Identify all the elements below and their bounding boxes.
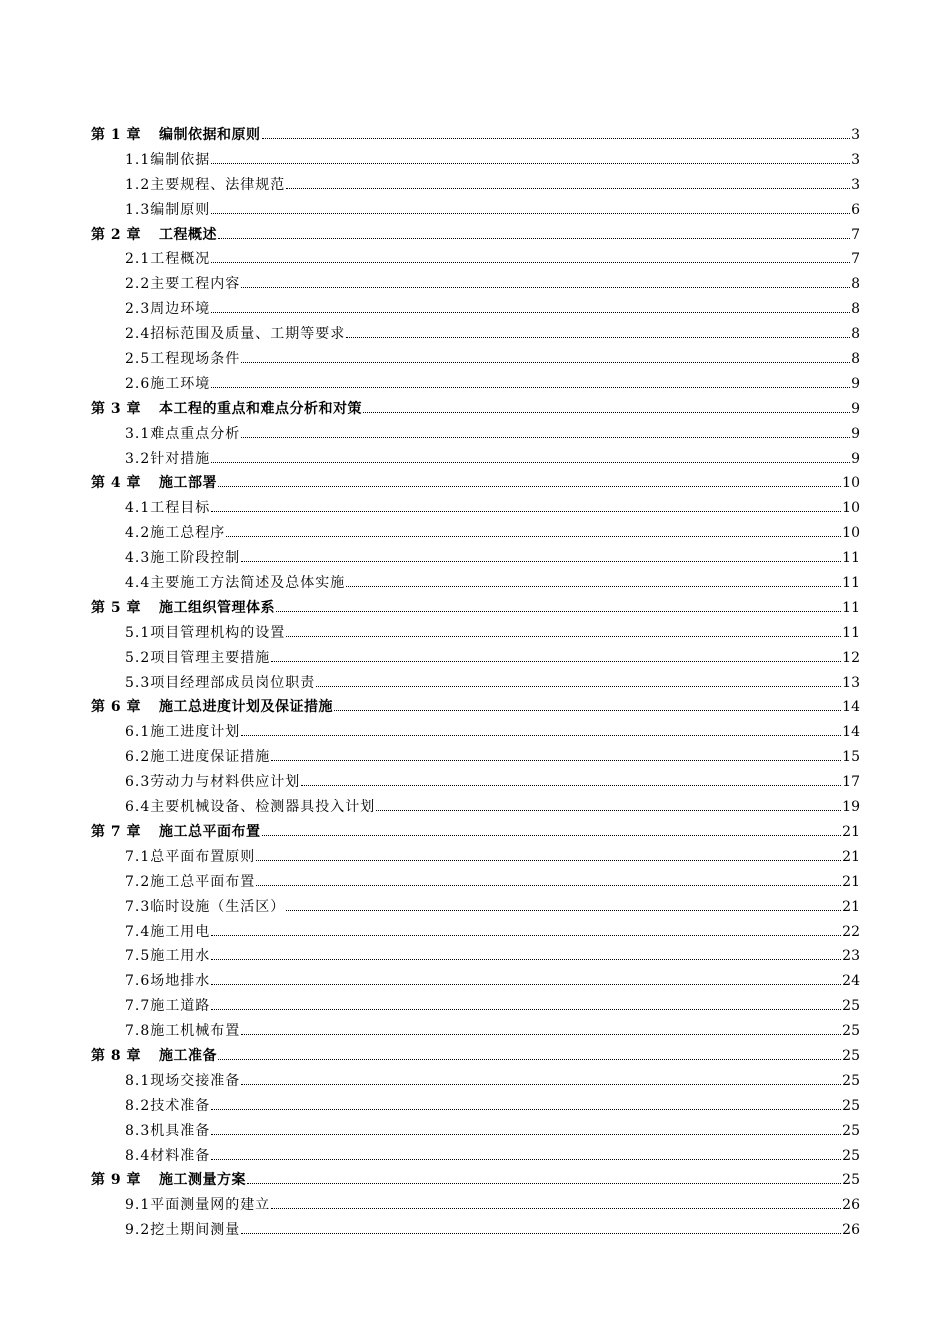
toc-section-entry[interactable] <box>91 796 860 821</box>
toc-entry-label <box>125 298 210 318</box>
toc-entry-number: 1.2 <box>125 176 151 193</box>
toc-entry-title: 主要工程内容 <box>150 276 241 293</box>
toc-section-entry[interactable] <box>91 323 860 348</box>
dot-leader <box>211 213 850 214</box>
toc-section-entry[interactable] <box>91 572 860 597</box>
dot-leader <box>241 1084 841 1085</box>
toc-section-entry[interactable] <box>91 1194 860 1219</box>
toc-section-entry[interactable] <box>91 622 860 647</box>
dot-leader <box>241 1233 841 1234</box>
toc-entry-title: 工程概况 <box>150 251 211 268</box>
dot-leader <box>211 1159 841 1160</box>
toc-page-number: 10 <box>842 475 860 492</box>
toc-entry-number: 第 3 章 <box>91 400 141 417</box>
toc-entry-label <box>91 821 261 841</box>
toc-chapter-entry[interactable] <box>91 224 860 249</box>
toc-page-number: 9 <box>851 425 860 442</box>
toc-chapter-entry[interactable] <box>91 1045 860 1070</box>
dot-leader <box>262 138 851 139</box>
toc-entry-label <box>91 224 217 244</box>
toc-page-number: 23 <box>842 948 860 965</box>
toc-entry-label <box>125 921 210 941</box>
toc-section-entry[interactable] <box>91 248 860 273</box>
dot-leader <box>241 1034 841 1035</box>
toc-section-entry[interactable] <box>91 746 860 771</box>
toc-entry-number: 2.5 <box>125 351 151 368</box>
toc-entry-title: 施工总平面布置 <box>159 823 261 840</box>
toc-entry-title: 机具准备 <box>150 1122 211 1139</box>
toc-page-number: 7 <box>851 226 860 243</box>
dot-leader <box>241 362 850 363</box>
toc-entry-number: 第 6 章 <box>91 699 141 716</box>
toc-entry-label <box>125 174 285 194</box>
toc-chapter-entry[interactable] <box>91 597 860 622</box>
toc-entry-title: 现场交接准备 <box>150 1072 241 1089</box>
dot-leader <box>271 760 841 761</box>
toc-entry-number: 9.2 <box>125 1222 151 1239</box>
toc-entry-label <box>125 497 210 517</box>
toc-section-entry[interactable] <box>91 199 860 224</box>
toc-section-entry[interactable] <box>91 771 860 796</box>
toc-entry-label <box>125 1020 240 1040</box>
toc-page-number: 25 <box>842 1072 860 1089</box>
dot-leader <box>241 437 850 438</box>
toc-entry-label <box>125 846 255 866</box>
toc-section-entry[interactable] <box>91 672 860 697</box>
dot-leader <box>334 710 841 711</box>
toc-page-number: 14 <box>842 724 860 741</box>
toc-section-entry[interactable] <box>91 1095 860 1120</box>
toc-chapter-entry[interactable] <box>91 398 860 423</box>
dot-leader <box>346 337 850 338</box>
dot-leader <box>241 561 841 562</box>
toc-entry-title: 施工进度保证措施 <box>150 749 271 766</box>
toc-entry-number: 第 4 章 <box>91 475 141 492</box>
toc-entry-number: 第 7 章 <box>91 823 141 840</box>
toc-entry-number: 7.4 <box>125 923 151 940</box>
toc-entry-title: 施工进度计划 <box>150 724 241 741</box>
toc-entry-label <box>125 522 225 542</box>
toc-page-number: 3 <box>851 151 860 168</box>
toc-entry-number: 7.5 <box>125 948 151 965</box>
toc-entry-number: 第 9 章 <box>91 1172 141 1189</box>
toc-entry-label <box>125 448 210 468</box>
toc-entry-title: 编制原则 <box>150 201 211 218</box>
dot-leader <box>211 1134 841 1135</box>
toc-page-number: 6 <box>851 201 860 218</box>
toc-section-entry[interactable] <box>91 1219 860 1244</box>
toc-section-entry[interactable] <box>91 995 860 1020</box>
dot-leader <box>211 1109 841 1110</box>
toc-page-number: 25 <box>842 1097 860 1114</box>
toc-page-number: 8 <box>851 351 860 368</box>
toc-entry-title: 材料准备 <box>150 1147 211 1164</box>
toc-entry-label <box>91 124 261 144</box>
toc-entry-label <box>125 248 210 268</box>
toc-page-number: 12 <box>842 649 860 666</box>
toc-entry-title: 工程现场条件 <box>150 351 241 368</box>
dot-leader <box>346 586 841 587</box>
toc-entry-title: 挖土期间测量 <box>150 1222 241 1239</box>
toc-entry-label <box>125 323 345 343</box>
toc-entry-title: 施工测量方案 <box>159 1172 246 1189</box>
toc-entry-title: 本工程的重点和难点分析和对策 <box>159 400 362 417</box>
toc-page-number: 25 <box>842 998 860 1015</box>
toc-entry-number: 6.2 <box>125 749 151 766</box>
toc-section-entry[interactable] <box>91 348 860 373</box>
toc-entry-number: 1.3 <box>125 201 151 218</box>
toc-entry-title: 施工机械布置 <box>150 1023 241 1040</box>
toc-entry-title: 编制依据和原则 <box>159 127 261 143</box>
toc-entry-title: 施工准备 <box>159 1047 217 1064</box>
toc-entry-title: 施工总程序 <box>150 525 226 542</box>
toc-entry-title: 主要施工方法简述及总体实施 <box>150 575 346 592</box>
toc-entry-title: 技术准备 <box>150 1097 211 1114</box>
toc-entry-title: 施工环境 <box>150 375 211 392</box>
toc-entry-number: 9.1 <box>125 1197 151 1214</box>
toc-entry-number: 8.3 <box>125 1122 151 1139</box>
toc-entry-label <box>125 1070 240 1090</box>
toc-section-entry[interactable] <box>91 1120 860 1145</box>
toc-section-entry[interactable] <box>91 522 860 547</box>
toc-chapter-entry[interactable] <box>91 821 860 846</box>
toc-page-number: 25 <box>842 1122 860 1139</box>
toc-page-number: 21 <box>842 823 860 840</box>
toc-section-entry[interactable] <box>91 871 860 896</box>
toc-page-number: 25 <box>842 1172 860 1189</box>
toc-entry-number: 7.3 <box>125 898 151 915</box>
toc-entry-label <box>91 398 362 418</box>
dot-leader <box>211 262 850 263</box>
toc-chapter-entry[interactable] <box>91 472 860 497</box>
toc-entry-number: 8.1 <box>125 1072 151 1089</box>
toc-entry-number: 3.1 <box>125 425 151 442</box>
toc-entry-label <box>125 622 285 642</box>
toc-entry-title: 施工总平面布置 <box>150 873 256 890</box>
toc-section-entry[interactable] <box>91 298 860 323</box>
toc-page-number: 15 <box>842 749 860 766</box>
dot-leader <box>211 312 850 313</box>
dot-leader <box>218 1059 841 1060</box>
toc-entry-label <box>125 1219 240 1239</box>
toc-entry-title: 项目管理机构的设置 <box>150 624 286 641</box>
dot-leader <box>211 935 841 936</box>
toc-entry-title: 主要规程、法律规范 <box>150 176 286 193</box>
dot-leader <box>211 511 841 512</box>
toc-entry-label <box>125 647 270 667</box>
toc-entry-number: 第 5 章 <box>91 599 141 616</box>
toc-entry-label <box>91 597 275 617</box>
toc-entry-number: 5.3 <box>125 674 151 691</box>
toc-entry-number: 2.6 <box>125 375 151 392</box>
dot-leader <box>262 835 842 836</box>
toc-entry-number: 5.2 <box>125 649 151 666</box>
toc-entry-label <box>125 423 240 443</box>
toc-entry-number: 6.3 <box>125 774 151 791</box>
dot-leader <box>376 810 841 811</box>
toc-entry-label <box>125 970 210 990</box>
toc-page-number: 3 <box>851 127 860 143</box>
toc-entry-number: 2.1 <box>125 251 151 268</box>
toc-page-number: 3 <box>851 176 860 193</box>
toc-entry-label <box>125 1194 270 1214</box>
dot-leader <box>286 636 841 637</box>
toc-entry-title: 主要机械设备、检测器具投入计划 <box>150 799 376 816</box>
toc-entry-title: 劳动力与材料供应计划 <box>150 774 301 791</box>
toc-entry-number: 3.2 <box>125 450 151 467</box>
toc-page-number: 25 <box>842 1047 860 1064</box>
toc-page-number: 13 <box>842 674 860 691</box>
toc-entry-title: 工程目标 <box>150 500 211 517</box>
toc-page-number: 11 <box>842 599 860 616</box>
toc-entry-number: 7.7 <box>125 998 151 1015</box>
toc-entry-title: 施工部署 <box>159 475 217 492</box>
toc-entry-number: 第 8 章 <box>91 1047 141 1064</box>
toc-entry-label <box>125 746 270 766</box>
dot-leader <box>226 536 841 537</box>
toc-page-number: 26 <box>842 1222 860 1239</box>
dot-leader <box>256 885 841 886</box>
table-of-contents <box>91 124 860 1244</box>
toc-section-entry[interactable] <box>91 721 860 746</box>
dot-leader <box>316 686 841 687</box>
toc-entry-title: 针对措施 <box>150 450 211 467</box>
toc-section-entry[interactable] <box>91 149 860 174</box>
toc-chapter-entry[interactable] <box>91 124 860 149</box>
dot-leader <box>241 287 850 288</box>
toc-entry-title: 难点重点分析 <box>150 425 241 442</box>
toc-entry-title: 临时设施（生活区） <box>150 898 286 915</box>
toc-section-entry[interactable] <box>91 970 860 995</box>
dot-leader <box>286 188 850 189</box>
dot-leader <box>218 238 850 239</box>
toc-page-number: 26 <box>842 1197 860 1214</box>
toc-page-number: 22 <box>842 923 860 940</box>
dot-leader <box>247 1183 841 1184</box>
toc-entry-label <box>125 871 255 891</box>
dot-leader <box>286 910 841 911</box>
toc-chapter-entry[interactable] <box>91 696 860 721</box>
toc-chapter-entry[interactable] <box>91 1169 860 1194</box>
toc-page-number: 9 <box>851 375 860 392</box>
toc-entry-number: 4.4 <box>125 575 151 592</box>
toc-entry-label <box>125 1120 210 1140</box>
toc-page-number: 11 <box>842 624 860 641</box>
toc-entry-number: 7.6 <box>125 973 151 990</box>
dot-leader <box>211 387 850 388</box>
toc-section-entry[interactable] <box>91 1070 860 1095</box>
toc-entry-title: 平面测量网的建立 <box>150 1197 271 1214</box>
toc-entry-label <box>125 348 240 368</box>
toc-page-number: 21 <box>842 873 860 890</box>
toc-page-number: 24 <box>842 973 860 990</box>
toc-page-number: 25 <box>842 1147 860 1164</box>
toc-section-entry[interactable] <box>91 647 860 672</box>
toc-entry-number: 2.2 <box>125 276 151 293</box>
toc-page-number: 17 <box>842 774 860 791</box>
toc-entry-number: 第 2 章 <box>91 226 141 243</box>
toc-entry-label <box>125 572 345 592</box>
toc-entry-title: 施工组织管理体系 <box>159 599 275 616</box>
toc-entry-label <box>125 547 240 567</box>
toc-section-entry[interactable] <box>91 921 860 946</box>
toc-section-entry[interactable] <box>91 1145 860 1170</box>
toc-entry-label <box>91 1169 246 1189</box>
toc-page-number: 14 <box>842 699 860 716</box>
toc-entry-label <box>125 995 210 1015</box>
toc-entry-title: 施工用水 <box>150 948 211 965</box>
toc-section-entry[interactable] <box>91 945 860 970</box>
toc-section-entry[interactable] <box>91 497 860 522</box>
toc-page-number: 10 <box>842 500 860 517</box>
dot-leader <box>211 984 841 985</box>
toc-entry-number: 6.1 <box>125 724 151 741</box>
toc-entry-number: 第 1 章 <box>91 127 141 143</box>
toc-entry-number: 4.2 <box>125 525 151 542</box>
toc-entry-label <box>125 1095 210 1115</box>
toc-entry-title: 工程概述 <box>159 226 217 243</box>
dot-leader <box>211 959 841 960</box>
toc-entry-number: 4.3 <box>125 550 151 567</box>
dot-leader <box>276 611 841 612</box>
toc-page-number: 21 <box>842 898 860 915</box>
toc-page-number: 11 <box>842 575 860 592</box>
toc-entry-title: 总平面布置原则 <box>150 848 256 865</box>
dot-leader <box>363 412 850 413</box>
toc-entry-number: 7.1 <box>125 848 151 865</box>
toc-page-number: 8 <box>851 276 860 293</box>
toc-section-entry[interactable] <box>91 547 860 572</box>
toc-section-entry[interactable] <box>91 1020 860 1045</box>
dot-leader <box>241 735 841 736</box>
toc-page-number: 9 <box>851 450 860 467</box>
toc-section-entry[interactable] <box>91 448 860 473</box>
toc-entry-title: 施工道路 <box>150 998 211 1015</box>
toc-entry-label <box>125 199 210 219</box>
toc-entry-number: 7.8 <box>125 1023 151 1040</box>
toc-page-number: 9 <box>851 400 860 417</box>
toc-entry-title: 招标范围及质量、工期等要求 <box>150 326 346 343</box>
toc-entry-label <box>125 896 285 916</box>
toc-entry-label <box>125 771 300 791</box>
toc-entry-label <box>125 373 210 393</box>
toc-entry-label <box>125 721 240 741</box>
toc-entry-label <box>91 696 333 716</box>
toc-entry-number: 8.2 <box>125 1097 151 1114</box>
toc-entry-number: 2.4 <box>125 326 151 343</box>
toc-entry-title: 施工阶段控制 <box>150 550 241 567</box>
dot-leader <box>211 163 850 164</box>
toc-entry-number: 8.4 <box>125 1147 151 1164</box>
toc-entry-number: 4.1 <box>125 500 151 517</box>
toc-entry-label <box>125 1145 210 1165</box>
toc-section-entry[interactable] <box>91 174 860 199</box>
toc-entry-title: 编制依据 <box>150 151 211 168</box>
toc-entry-number: 6.4 <box>125 799 151 816</box>
toc-entry-title: 施工总进度计划及保证措施 <box>159 699 333 716</box>
toc-page-number: 21 <box>842 848 860 865</box>
dot-leader <box>211 462 850 463</box>
toc-entry-label <box>125 796 375 816</box>
toc-entry-title: 场地排水 <box>150 973 211 990</box>
toc-entry-number: 5.1 <box>125 624 151 641</box>
toc-entry-label <box>125 273 240 293</box>
toc-page-number: 8 <box>851 301 860 318</box>
toc-entry-label <box>91 472 217 492</box>
toc-entry-label <box>125 672 315 692</box>
toc-entry-number: 1.1 <box>125 151 151 168</box>
dot-leader <box>211 1009 841 1010</box>
toc-entry-label <box>91 1045 217 1065</box>
toc-entry-title: 项目经理部成员岗位职责 <box>150 674 316 691</box>
toc-page-number: 8 <box>851 326 860 343</box>
dot-leader <box>271 1208 841 1209</box>
dot-leader <box>218 486 841 487</box>
dot-leader <box>301 785 841 786</box>
dot-leader <box>271 661 841 662</box>
toc-page-number: 19 <box>842 799 860 816</box>
dot-leader <box>256 860 841 861</box>
toc-entry-label <box>125 149 210 169</box>
toc-entry-title: 周边环境 <box>150 301 211 318</box>
toc-page-number: 10 <box>842 525 860 542</box>
toc-entry-label <box>125 945 210 965</box>
toc-page-number: 25 <box>842 1023 860 1040</box>
toc-entry-number: 7.2 <box>125 873 151 890</box>
toc-entry-number: 2.3 <box>125 301 151 318</box>
toc-page-number: 7 <box>851 251 860 268</box>
toc-entry-title: 施工用电 <box>150 923 211 940</box>
toc-section-entry[interactable] <box>91 896 860 921</box>
toc-section-entry[interactable] <box>91 373 860 398</box>
toc-entry-title: 项目管理主要措施 <box>150 649 271 666</box>
toc-section-entry[interactable] <box>91 846 860 871</box>
toc-section-entry[interactable] <box>91 423 860 448</box>
toc-page-number: 11 <box>842 550 860 567</box>
toc-section-entry[interactable] <box>91 273 860 298</box>
